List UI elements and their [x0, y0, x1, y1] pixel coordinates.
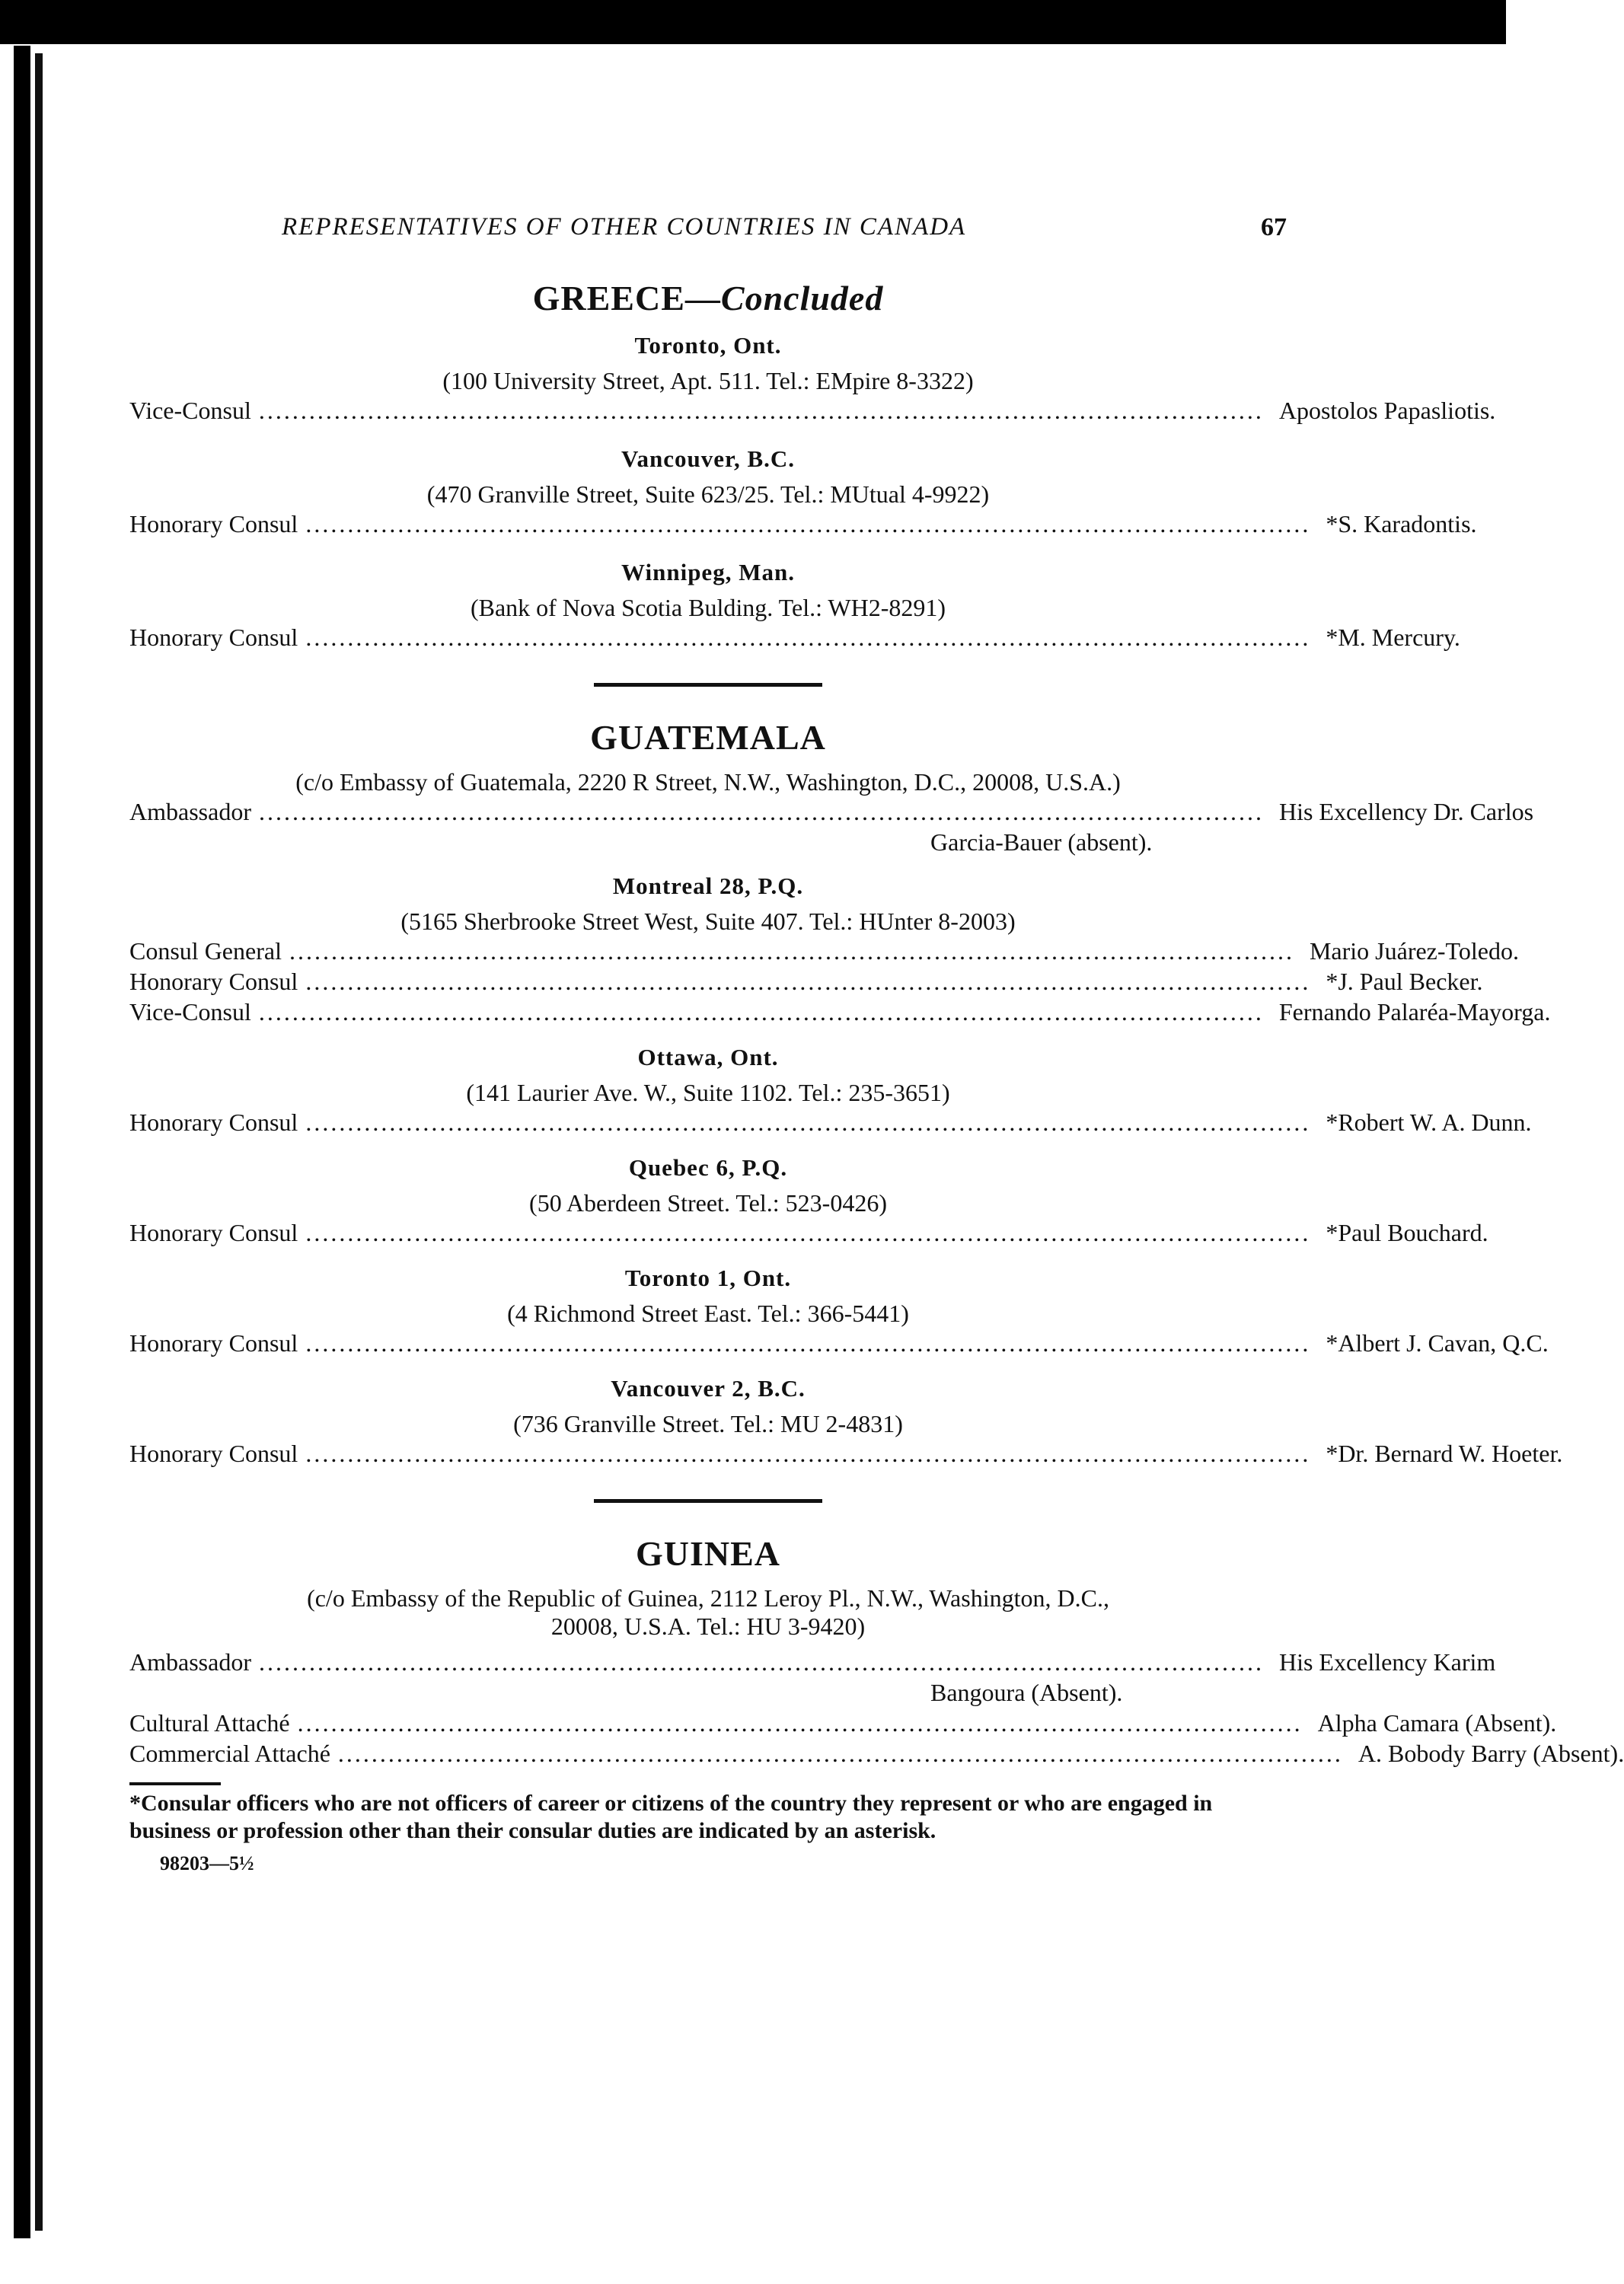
- section-greece: [129, 278, 1496, 652]
- officer-name: A. Bobody Barry (Absent).: [1358, 1740, 1624, 1767]
- listing-row: [129, 1647, 1496, 1677]
- page-body: [129, 278, 1624, 1875]
- leader-dots: ........................................................................................................................: [258, 998, 1264, 1026]
- scan-binding-edge-inner: [35, 53, 43, 2231]
- city-address: (50 Aberdeen Street. Tel.: 523-0426): [529, 1189, 887, 1217]
- embassy-address-line1: (c/o Embassy of the Republic of Guinea, 2112 Leroy Pl., N.W., Washington, D.C.,: [307, 1584, 1109, 1612]
- officer-name: *Albert J. Cavan, Q.C.: [1326, 1329, 1549, 1357]
- role-label: Honorary Consul: [129, 1109, 298, 1136]
- section-guinea: [129, 1533, 1624, 1769]
- listing-row: [129, 1738, 1624, 1769]
- section-guatemala: [129, 717, 1563, 1469]
- role-label: Honorary Consul: [129, 510, 298, 538]
- city-heading: Toronto, Ont.: [634, 332, 782, 359]
- scan-top-border: [0, 0, 1506, 44]
- listing-row: [129, 936, 1519, 966]
- leader-dots: ........................................................................................................................: [305, 1219, 1311, 1246]
- officer-name: His Excellency Karim: [1278, 1648, 1496, 1676]
- role-label: Ambassador: [129, 798, 251, 825]
- listing-row: [129, 796, 1534, 827]
- role-label: Honorary Consul: [129, 1219, 298, 1246]
- city-address: (736 Granville Street. Tel.: MU 2-4831): [513, 1410, 903, 1437]
- city-heading: Montreal 28, P.Q.: [612, 872, 804, 899]
- role-label: Cultural Attaché: [129, 1709, 290, 1737]
- role-label: Honorary Consul: [129, 1440, 298, 1467]
- leader-dots: ........................................................................................................................: [305, 510, 1311, 538]
- leader-dots: ........................................................................................................................: [258, 798, 1264, 825]
- leader-dots: ........................................................................................................................: [297, 1709, 1303, 1737]
- leader-dots: ........................................................................................................................: [258, 397, 1264, 424]
- leader-dots: ........................................................................................................................: [305, 624, 1311, 651]
- listing-row: [129, 966, 1483, 997]
- embassy-address: (c/o Embassy of Guatemala, 2220 R Street, N.W., Washington, D.C., 20008, U.S.A.): [295, 768, 1121, 796]
- city-address: (5165 Sherbrooke Street West, Suite 407. Tel.: HUnter 8-2003): [400, 908, 1016, 935]
- officer-name-continued: Garcia-Bauer (absent).: [930, 828, 1153, 856]
- listing-row: [129, 1708, 1557, 1738]
- city-address: (100 University Street, Apt. 511. Tel.: EMpire 8-3322): [442, 367, 974, 394]
- country-title: GREECE—: [532, 279, 721, 317]
- role-label: Vice-Consul: [129, 397, 251, 424]
- country-heading-greece: [129, 278, 1287, 318]
- role-label: Honorary Consul: [129, 624, 298, 651]
- role-label: Honorary Consul: [129, 968, 298, 995]
- city-heading: Vancouver, B.C.: [621, 445, 796, 472]
- city-heading: Winnipeg, Man.: [621, 559, 795, 585]
- listing-row: [129, 1328, 1549, 1358]
- officer-name: *Paul Bouchard.: [1326, 1219, 1488, 1246]
- listing-row: [129, 1217, 1488, 1248]
- city-address: (4 Richmond Street East. Tel.: 366-5441): [507, 1300, 909, 1327]
- leader-dots: ........................................................................................................................: [305, 1329, 1311, 1357]
- country-heading-guinea: GUINEA: [635, 1534, 781, 1573]
- city-heading: Ottawa, Ont.: [637, 1044, 779, 1070]
- leader-dots: ........................................................................................................................: [305, 1440, 1311, 1467]
- leader-dots: ........................................................................................................................: [289, 937, 1294, 965]
- scan-binding-edge: [14, 46, 30, 2238]
- leader-dots: ........................................................................................................................: [337, 1740, 1343, 1767]
- officer-name: *Dr. Bernard W. Hoeter.: [1326, 1440, 1563, 1467]
- listing-row: [129, 1438, 1563, 1469]
- role-label: Vice-Consul: [129, 998, 251, 1026]
- listing-row: [129, 1107, 1532, 1137]
- role-label: Commercial Attaché: [129, 1740, 330, 1767]
- embassy-address-line2: 20008, U.S.A. Tel.: HU 3-9420): [550, 1613, 866, 1640]
- running-header: [129, 206, 1287, 251]
- listing-row: [129, 395, 1496, 426]
- officer-name: Apostolos Papasliotis.: [1278, 397, 1496, 424]
- footnote: *Consular officers who are not officers of career or citizens of the country they represent or who are engaged in business or profession other than their consular duties are indicated by an asterisk.: [129, 1791, 1213, 1843]
- country-title-suffix: Concluded: [720, 279, 884, 317]
- listing-row: [129, 622, 1460, 652]
- city-heading: Vancouver 2, B.C.: [611, 1375, 806, 1402]
- officer-name: Fernando Palaréa-Mayorga.: [1278, 998, 1551, 1026]
- officer-name: His Excellency Dr. Carlos: [1278, 798, 1534, 825]
- city-address: (470 Granville Street, Suite 623/25. Tel.: MUtual 4-9922): [426, 480, 990, 508]
- print-code: 98203—5½: [160, 1852, 254, 1874]
- officer-name: Mario Juárez-Toledo.: [1309, 937, 1519, 965]
- officer-name: *Robert W. A. Dunn.: [1326, 1109, 1532, 1136]
- city-address: (141 Laurier Ave. W., Suite 1102. Tel.: 235-3651): [466, 1079, 950, 1106]
- running-title: REPRESENTATIVES OF OTHER COUNTRIES IN CANADA: [282, 213, 967, 241]
- listing-row: [129, 509, 1477, 539]
- role-label: Ambassador: [129, 1648, 251, 1676]
- country-heading-guatemala: GUATEMALA: [590, 718, 826, 757]
- page-number: 67: [1261, 213, 1287, 241]
- leader-dots: ........................................................................................................................: [305, 968, 1311, 995]
- officer-name: *S. Karadontis.: [1326, 510, 1477, 538]
- role-label: Consul General: [129, 937, 282, 965]
- city-heading: Quebec 6, P.Q.: [628, 1154, 788, 1181]
- leader-dots: ........................................................................................................................: [305, 1109, 1311, 1136]
- officer-name: Alpha Camara (Absent).: [1317, 1709, 1557, 1737]
- city-address: (Bank of Nova Scotia Bulding. Tel.: WH2-8291): [470, 594, 946, 621]
- listing-row: [129, 997, 1551, 1027]
- role-label: Honorary Consul: [129, 1329, 298, 1357]
- leader-dots: ........................................................................................................................: [258, 1648, 1264, 1676]
- officer-name-continued: Bangoura (Absent).: [930, 1679, 1123, 1706]
- officer-name: *M. Mercury.: [1326, 624, 1460, 651]
- officer-name: *J. Paul Becker.: [1326, 968, 1483, 995]
- city-heading: Toronto 1, Ont.: [624, 1265, 792, 1291]
